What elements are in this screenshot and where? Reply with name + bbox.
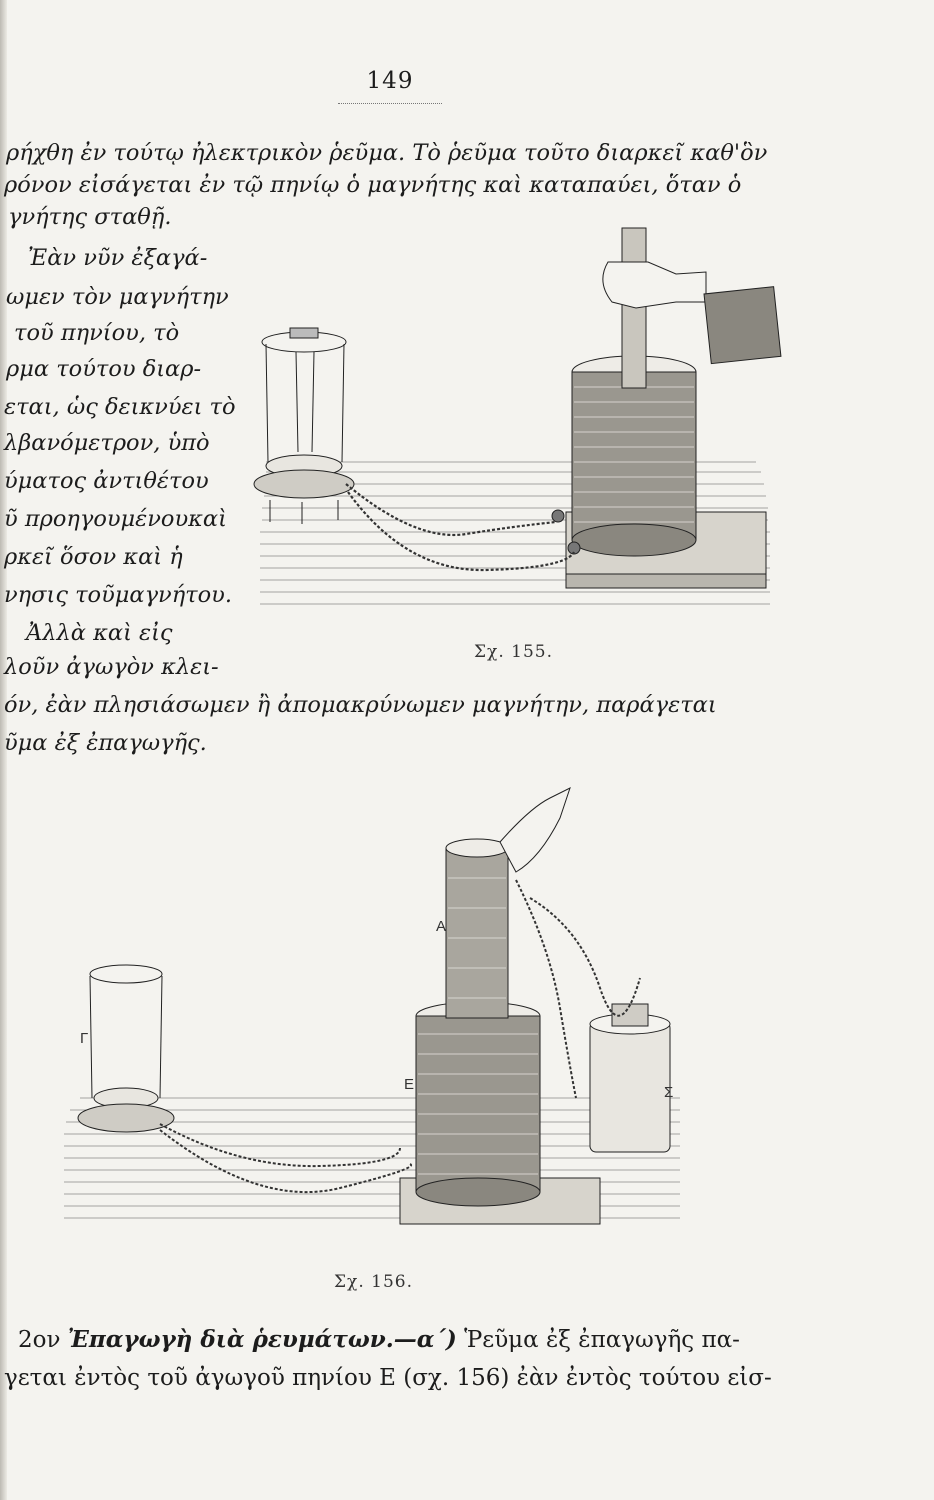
body-line: ρόνον εἰσάγεται ἐν τῷ πηνίῳ ὁ μαγνήτης καὶ καταπαύει, ὅταν ὁ (4, 172, 742, 198)
body-line: γνήτης σταθῇ. (8, 204, 172, 230)
body-line: λοῦν ἀγωγὸν κλει- (4, 654, 219, 680)
coil-drawing (552, 228, 781, 588)
body-line: όν, ἐὰν πλησιάσωμεν ἢ ἀπομακρύνωμεν μαγνήτην, παράγεται (4, 692, 717, 718)
galvanometer-drawing (78, 965, 174, 1132)
figure-155-illustration (256, 222, 776, 622)
figure-155-caption: Σχ. 155. (474, 642, 553, 662)
body-line: Ἀλλὰ καὶ εἰς (26, 620, 173, 646)
figure-label-A: Α (436, 918, 448, 935)
body-line: ρήχθη ἐν τούτῳ ἠλεκτρικὸν ῥεῦμα. Τὸ ῥεῦμα τοῦτο διαρκεῖ καθ'ὃν (6, 140, 768, 166)
header-rule (338, 103, 442, 104)
body-line: εται, ὡς δεικνύει τὸ (4, 394, 236, 420)
figure-label-Sigma: Σ (664, 1084, 675, 1101)
body-line: γεται ἐντὸς τοῦ ἀγωγοῦ πηνίου Ε (σχ. 156) ἐὰν ἐντὸς τούτου εἰσ- (4, 1365, 772, 1391)
section-line (18, 1324, 740, 1356)
body-line: ῦ προηγουμένουκαὶ (4, 506, 227, 532)
coil-drawing (400, 788, 600, 1224)
figure-label-Gamma: Γ (80, 1030, 90, 1047)
figure-156-illustration (60, 768, 700, 1258)
figure-156-caption: Σχ. 156. (334, 1272, 413, 1292)
section-heading: Ἐπαγωγὴ διὰ ῥευμάτων.—α΄) (67, 1326, 457, 1353)
body-line: λβανόμετρον, ὑπὸ (4, 430, 210, 456)
body-line: ῦμα ἐξ ἐπαγωγῆς. (4, 730, 207, 756)
body-line: ύματος ἀντιθέτου (4, 468, 209, 494)
section-text: Ῥεῦμα ἐξ ἐπαγωγῆς πα- (464, 1327, 740, 1353)
body-line: νησις τοῦμαγνήτου. (4, 582, 233, 608)
section-number: 2ον (18, 1327, 61, 1353)
body-line: ρμα τούτου διαρ- (6, 356, 202, 382)
galvanometer-drawing (254, 328, 354, 524)
body-line: ρκεῖ ὅσον καὶ ἡ (4, 544, 183, 570)
body-line: Ἐὰν νῦν ἐξαγά- (28, 245, 208, 271)
body-line: τοῦ πηνίου, τὸ (14, 320, 180, 346)
body-line: ωμεν τὸν μαγνήτην (6, 284, 229, 310)
figure-label-E: Ε (404, 1076, 416, 1093)
page-number: 149 (366, 68, 414, 94)
battery-drawing (590, 1004, 670, 1152)
